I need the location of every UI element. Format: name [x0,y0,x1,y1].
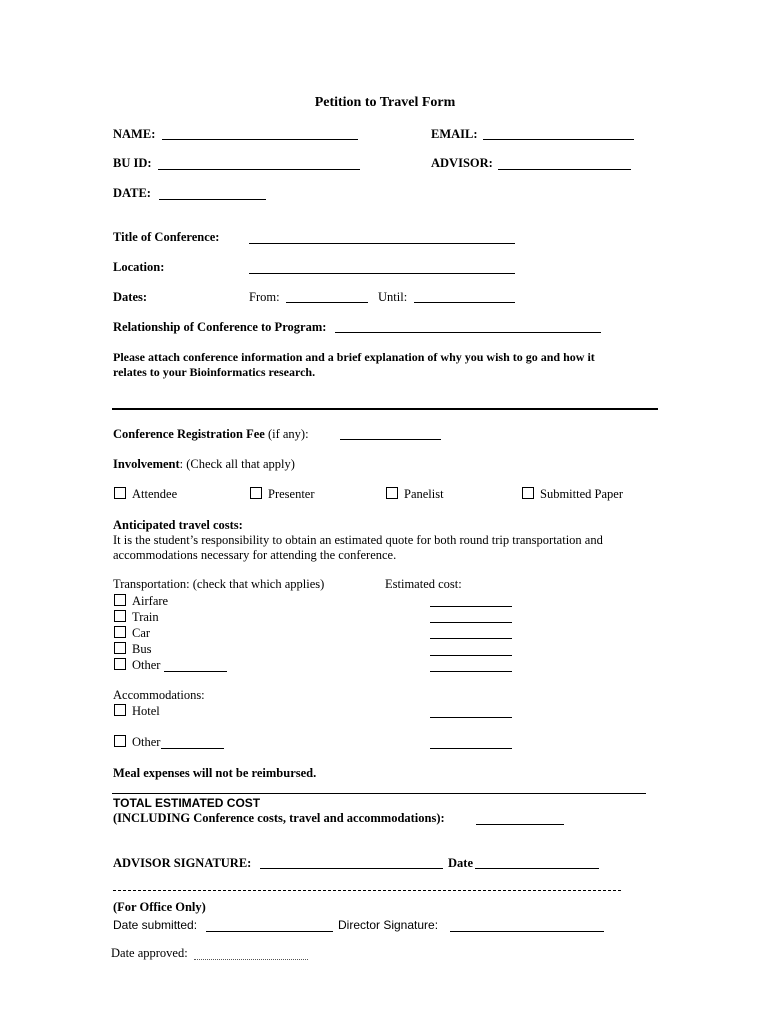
presenter-checkbox[interactable] [250,487,262,499]
conference-title-label-text: Title of Conference: [113,230,220,244]
date-submitted-field[interactable] [206,931,333,932]
total-heading: TOTAL ESTIMATED COST [113,796,261,810]
attach-note-line1: Please attach conference information and a brief explanation of why you wish to go and how it [113,350,595,364]
airfare-label: Airfare [132,594,169,608]
transport-other-field[interactable] [164,671,227,672]
involvement-label [113,457,295,472]
office-divider [113,890,621,891]
accommodation-other-cost-field[interactable] [430,748,512,749]
presenter-label: Presenter [268,487,315,501]
submitted-paper-checkbox[interactable] [522,487,534,499]
advisor-date-field[interactable] [475,868,599,869]
car-checkbox[interactable] [114,626,126,638]
submitted-paper-label: Submitted Paper [540,487,623,501]
registration-fee-label-bold: Conference Registration Fee [113,427,265,441]
bus-label: Bus [132,642,152,656]
airfare-checkbox[interactable] [114,594,126,606]
involvement-suffix: : (Check all that apply) [179,457,295,471]
bus-cost-field[interactable] [430,655,512,656]
attach-note-line2: relates to your Bioinformatics research. [113,365,316,379]
director-signature-label: Director Signature: [338,918,439,932]
bus-checkbox[interactable] [114,642,126,654]
anticipated-heading: Anticipated travel costs: [113,518,243,532]
hotel-label: Hotel [132,704,160,718]
total-divider [112,793,646,794]
airfare-cost-field[interactable] [430,606,512,607]
panelist-checkbox[interactable] [386,487,398,499]
date-label: DATE: [113,186,151,200]
advisor-field[interactable] [498,169,631,170]
accommodation-other-field[interactable] [161,748,224,749]
until-label: Until: [378,290,408,304]
hotel-checkbox[interactable] [114,704,126,716]
involvement-label-bold: Involvement [113,457,180,471]
date-approved-label: Date approved: [111,946,188,960]
meal-note: Meal expenses will not be reimbursed. [113,766,317,780]
anticipated-line2: accommodations necessary for attending the conference. [113,548,397,562]
advisor-label: ADVISOR: [431,156,493,170]
car-label: Car [132,626,151,640]
date-submitted-label: Date submitted: [113,918,198,932]
attendee-checkbox[interactable] [114,487,126,499]
date-field[interactable] [159,199,266,200]
conference-title-label [113,230,219,245]
registration-fee-label [113,427,309,442]
registration-fee-suffix: (if any): [264,427,309,441]
conference-title-field[interactable] [249,243,515,244]
accommodation-other-label: Other [132,735,161,749]
train-cost-field[interactable] [430,622,512,623]
attendee-label: Attendee [132,487,178,501]
name-field[interactable] [162,139,358,140]
registration-fee-field[interactable] [340,439,441,440]
accommodation-other-checkbox[interactable] [114,735,126,747]
name-label: NAME: [113,127,156,141]
advisor-date-label: Date [448,856,473,870]
until-date-field[interactable] [414,302,515,303]
advisor-signature-field[interactable] [260,868,443,869]
panelist-label: Panelist [404,487,444,501]
total-subheading: (INCLUDING Conference costs, travel and accommodations): [113,811,445,825]
anticipated-line1: It is the student’s responsibility to obtain an estimated quote for both round trip transportation and [113,533,603,547]
total-cost-field[interactable] [476,824,564,825]
buid-field[interactable] [158,169,360,170]
email-field[interactable] [483,139,634,140]
location-field[interactable] [249,273,515,274]
transport-other-cost-field[interactable] [430,671,512,672]
accommodations-label: Accommodations: [113,688,205,702]
transport-other-checkbox[interactable] [114,658,126,670]
dates-label: Dates: [113,290,148,304]
email-label: EMAIL: [431,127,478,141]
buid-label: BU ID: [113,156,152,170]
from-date-field[interactable] [286,302,368,303]
hotel-cost-field[interactable] [430,717,512,718]
transport-other-label: Other [132,658,161,672]
director-signature-field[interactable] [450,931,604,932]
office-only-label: (For Office Only) [113,900,206,914]
car-cost-field[interactable] [430,638,512,639]
date-approved-field[interactable] [194,959,308,960]
section-divider [112,408,658,410]
estimated-cost-label: Estimated cost: [385,577,462,591]
from-label: From: [249,290,280,304]
form-title: Petition to Travel Form [314,95,456,110]
relationship-label: Relationship of Conference to Program: [113,320,327,334]
location-label: Location: [113,260,165,274]
relationship-field[interactable] [335,332,601,333]
advisor-signature-label: ADVISOR SIGNATURE: [113,856,252,870]
transportation-label: Transportation: (check that which applies) [113,577,325,591]
train-label: Train [132,610,159,624]
train-checkbox[interactable] [114,610,126,622]
